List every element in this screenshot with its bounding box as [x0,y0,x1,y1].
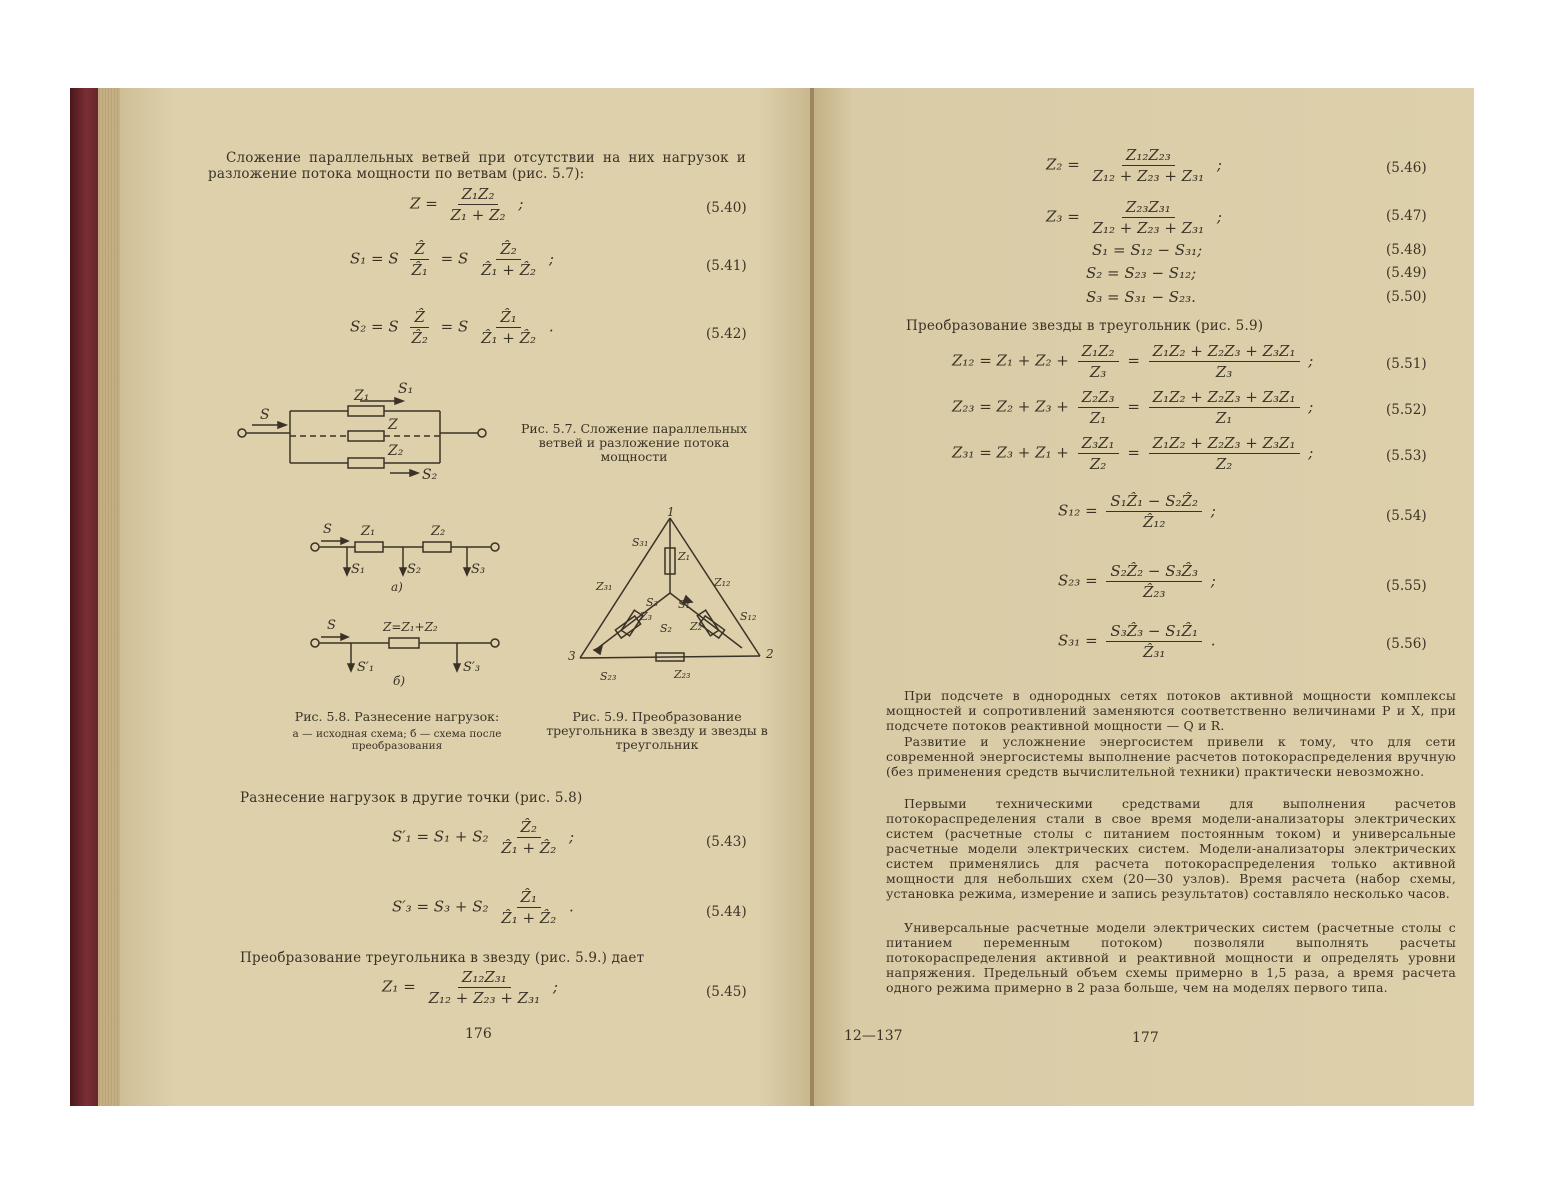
eq-tail: ; [518,194,524,213]
eq-number-5-41: (5.41) [706,258,747,274]
eq-denominator: Z₃ [1215,363,1233,381]
eq-tail: ; [1308,351,1314,370]
eq-denominator: Ẑ₁ + Ẑ₂ [501,909,557,927]
eq-lhs: S₂ = S [350,317,399,336]
right-page-number: 177 [1132,1030,1159,1046]
fig-5-9-label-z2: Z₂ [690,620,703,633]
eq-number-5-40: (5.40) [706,200,747,216]
eq-tail: . [569,897,574,916]
equation-5-53: Z₃₁ = Z₃ + Z₁ + $\frac{\text{Z₃Z₁}}{\text{Z₂}}$ = $\frac{\text{Z₁Z₂ + Z₂Z₃ + Z₃Z₁}}{\text{Z₂}}$ ; [952,434,1314,473]
fig-5-9-label-s12: S₁₂ [740,610,757,623]
eq-number-5-44: (5.44) [706,904,747,920]
eq-denominator: Z₁ + Z₂ [450,206,506,224]
equation-5-50: S₃ = S₃₁ − S₂₃. [1086,288,1196,306]
fig-5-7-label-z: Z [388,417,398,433]
fig-5-8-label-s2: S₂ [407,562,422,577]
eq-tail: ; [569,827,575,846]
paragraph-3: Первыми техническими средствами для выполнения расчетов потокораспределения стали в свое время модели-анализаторы электрических систем (расчетные столы с питанием постоянным током) и универсальные расчетные модели электрических систем. Модели-анализаторы электрических систем применялись для расчета потокораспределения только активной мощности для небольших схем (20—30 узлов). Время расчета (набор схемы, установка режима, измерение и запись результатов) составляло несколько часов. [886,796,1456,901]
equation-5-42 [350,308,554,347]
eq-numerator: Z₁Z₂ [458,185,499,205]
eq-denominator: Ẑ₁ + Ẑ₂ [501,839,557,857]
eq-tail: ; [1210,571,1216,590]
eq-numerator: Z₂₃Z₃₁ [1122,198,1175,218]
eq-numerator: Z₁₂Z₃₁ [458,968,511,988]
eq-lhs: Z₃₁ = Z₃ + Z₁ + [952,443,1069,462]
intro-text: Сложение параллельных ветвей при отсутствии на них нагрузок и разложение потока мощности по ветвам (рис. 5.7): [208,150,746,182]
fig-5-8-label-s1-prime: S′₁ [357,660,375,675]
eq-denominator: Z₁ [1215,409,1233,427]
figure-5-7-caption: Рис. 5.7. Сложение параллельных ветвей и разложение потока мощности [520,421,748,464]
eq-numerator: S₃Ẑ₃ − S₁Ẑ₁ [1106,622,1202,642]
eq-denominator: Z₁₂ + Z₂₃ + Z₃₁ [428,989,541,1007]
eq-number-5-53: (5.53) [1386,448,1427,464]
fig-5-8-label-z1: Z₁ [361,524,376,539]
eq-denominator: Z₁ [1089,409,1107,427]
eq-lhs: Z₁₂ = Z₁ + Z₂ + [952,351,1069,370]
eq-numerator: Ẑ₁ [496,308,520,328]
eq-number-5-54: (5.54) [1386,508,1427,524]
fig-5-9-label-z23: Z₂₃ [674,668,691,681]
page-stack-edge [98,88,120,1106]
eq-mid: = S [440,249,469,268]
fig-5-7-label-z2: Z₂ [388,443,404,459]
equation-5-55 [1058,562,1216,601]
paragraph-1: При подсчете в однородных сетях потоков активной мощности комплексы мощностей и сопротивлений заменяются соответственно величинами P и X, при подсчете потоков реактивной мощности — Q и R. [886,688,1456,733]
eq-number-5-52: (5.52) [1386,402,1427,418]
fig-5-8-label-zsum: Z=Z₁+Z₂ [383,620,438,634]
eq-numerator: Ẑ₂ [517,818,541,838]
fig-5-9-node-3: 3 [568,649,576,663]
fig-5-8-label-s3: S₃ [471,562,486,577]
equation-5-46 [1046,146,1222,185]
eq-number-5-48: (5.48) [1386,242,1427,258]
fig-5-9-label-z31: Z₃₁ [596,580,613,593]
equation-5-51: Z₁₂ = Z₁ + Z₂ + $\frac{\text{Z₁Z₂}}{\text{Z₃}}$ = $\frac{\text{Z₁Z₂ + Z₂Z₃ + Z₃Z₁}}{\text{Z₃}}$ ; [952,342,1314,381]
equation-5-48: S₁ = S₁₂ − S₃₁; [1092,241,1203,259]
figure-5-9-delta-star [568,505,790,688]
eq-denominator: Z₂ [1215,455,1233,473]
eq-numerator: S₁Ẑ₁ − S₂Ẑ₂ [1106,492,1202,512]
eq-denominator: Ẑ₁₂ [1142,513,1166,531]
equation-5-56 [1058,622,1216,661]
eq-lhs: Z₂ = [1046,155,1080,174]
eq-number-5-49: (5.49) [1386,265,1427,281]
right-page [814,88,1474,1106]
eq-numerator: Ẑ [410,308,428,328]
fig-5-9-label-z1: Z₁ [678,550,691,563]
eq-number-5-43: (5.43) [706,834,747,850]
eq-lhs: Z₂₃ = Z₂ + Z₃ + [952,397,1069,416]
fig-5-9-label-s1: S₁ [678,598,690,611]
fig-5-9-label-s31: S₃₁ [632,536,649,549]
fig-5-8-label-b: б) [393,674,406,688]
fig-5-8-label-s: S [323,522,332,537]
eq-tail: . [548,317,554,336]
eq-lhs: S₁ = S [350,249,399,268]
star-transform-text: Преобразование звезды в треугольник (рис. 5.9) [906,318,1264,334]
printer-signature: 12—137 [844,1028,903,1044]
eq-tail: ; [1210,501,1216,520]
eq-numerator: Z₁Z₂ + Z₂Z₃ + Z₃Z₁ [1149,434,1300,454]
eq-tail: ; [1216,155,1222,174]
eq-tail: ; [1308,397,1314,416]
figure-5-7-parallel-branches [230,373,490,483]
equation-5-47 [1046,198,1222,237]
figure-5-9-caption: Рис. 5.9. Преобразование треугольника в звезду и звезды в треугольник [546,709,768,752]
fig-5-8-label-a: а) [391,580,403,594]
equation-5-45 [382,968,558,1007]
equation-5-43 [392,818,574,857]
eq-number-5-51: (5.51) [1386,356,1427,372]
fig-5-8-label-s3-prime: S′₃ [463,660,481,675]
eq-numerator: Z₁Z₂ + Z₂Z₃ + Z₃Z₁ [1149,342,1300,362]
eq-denominator: Ẑ₁ + Ẑ₂ [481,329,537,347]
eq-number-5-46: (5.46) [1386,160,1427,176]
eq-numerator: Ẑ [410,240,428,260]
paragraph-2: Развитие и усложнение энергосистем привели к тому, что для сети современной энергосистемы выполнение расчетов потокораспределения вручную (без применения средств вычислительной техники) практически невозможно. [886,734,1456,779]
eq-number-5-50: (5.50) [1386,289,1427,305]
equation-5-52: Z₂₃ = Z₂ + Z₃ + $\frac{\text{Z₂Z₃}}{\text{Z₁}}$ = $\frac{\text{Z₁Z₂ + Z₂Z₃ + Z₃Z₁}}{\text{Z₁}}$ ; [952,388,1314,427]
paragraph-4: Универсальные расчетные модели электрических систем (расчетные столы с питанием переменным потоком) позволяли выполнять расчеты потокораспределения активной и реактивной мощности и определять уровни напряжения. Предельный объем схемы примерно в 1,5 раза, а время расчета одного режима примерно в 2 раза больше, чем на моделях первого типа. [886,920,1456,995]
eq-denominator: Ẑ₁ [411,261,428,279]
fig-5-7-label-s2: S₂ [422,467,438,483]
eq-numerator: Z₂Z₃ [1078,388,1119,408]
transform-text: Преобразование треугольника в звезду (рис. 5.9.) дает [240,950,645,966]
eq-numerator: Z₁₂Z₂₃ [1122,146,1175,166]
figure-5-8-load-transfer [305,513,505,693]
eq-tail: ; [548,249,554,268]
eq-lhs: Z = [410,194,438,213]
fig-5-9-label-z3: Z₃ [640,610,653,623]
eq-number-5-42: (5.42) [706,326,747,342]
fig-5-8-label-s-b: S [327,618,336,633]
equation-5-49: S₂ = S₂₃ − S₁₂; [1086,264,1197,282]
eq-denominator: Z₃ [1089,363,1107,381]
eq-number-5-45: (5.45) [706,984,747,1000]
eq-number-5-55: (5.55) [1386,578,1427,594]
eq-lhs: S′₁ = S₁ + S₂ [392,827,489,846]
fig-5-9-node-2: 2 [766,647,774,661]
fig-5-9-node-1: 1 [667,505,675,519]
eq-lhs: S₂₃ = [1058,571,1098,590]
fig-5-7-label-z1: Z₁ [354,388,370,404]
figure-5-8-subcaption: а — исходная схема; б — схема после преобразования [292,728,502,752]
figure-5-8-caption: Рис. 5.8. Разнесение нагрузок: [294,709,500,724]
equation-5-44 [392,888,574,927]
equation-5-41 [350,240,554,279]
eq-tail: ; [1216,207,1222,226]
eq-lhs: S₃₁ = [1058,631,1098,650]
equation-5-40 [410,185,523,224]
eq-denominator: Z₁₂ + Z₂₃ + Z₃₁ [1092,219,1205,237]
eq-tail: . [1210,631,1216,650]
eq-numerator: Z₁Z₂ + Z₂Z₃ + Z₃Z₁ [1149,388,1300,408]
eq-lhs: S₁₂ = [1058,501,1098,520]
eq-number-5-56: (5.56) [1386,636,1427,652]
eq-numerator: Z₃Z₁ [1078,434,1119,454]
eq-tail: ; [1308,443,1314,462]
fig-5-7-label-s1: S₁ [398,381,414,397]
eq-denominator: Ẑ₂₃ [1142,583,1166,601]
eq-denominator: Ẑ₂ [411,329,428,347]
eq-number-5-47: (5.47) [1386,208,1427,224]
eq-mid: = S [440,317,469,336]
eq-lhs: Z₃ = [1046,207,1080,226]
equation-5-54 [1058,492,1216,531]
fig-5-8-label-s1: S₁ [351,562,366,577]
eq-denominator: Z₂ [1089,455,1107,473]
eq-numerator: Z₁Z₂ [1078,342,1119,362]
eq-denominator: Z₁₂ + Z₂₃ + Z₃₁ [1092,167,1205,185]
left-page [120,88,814,1106]
eq-denominator: Ẑ₁ + Ẑ₂ [481,261,537,279]
left-page-number: 176 [465,1026,492,1042]
eq-denominator: Ẑ₃₁ [1142,643,1166,661]
fig-5-8-label-z2: Z₂ [431,524,446,539]
eq-numerator: Ẑ₁ [517,888,541,908]
fig-5-9-label-z12: Z₁₂ [714,576,731,589]
eq-tail: ; [552,977,558,996]
open-book [70,88,1474,1106]
eq-lhs: Z₁ = [382,977,416,996]
fig-5-9-label-s3: S₃ [646,596,658,609]
load-transfer-text: Разнесение нагрузок в другие точки (рис. 5.8) [240,790,583,806]
fig-5-7-label-s: S [260,407,270,423]
eq-numerator: S₂Ẑ₂ − S₃Ẑ₃ [1106,562,1202,582]
eq-lhs: S′₃ = S₃ + S₂ [392,897,489,916]
fig-5-9-label-s23: S₂₃ [600,670,617,683]
fig-5-9-label-s2: S₂ [660,622,672,635]
eq-numerator: Ẑ₂ [496,240,520,260]
